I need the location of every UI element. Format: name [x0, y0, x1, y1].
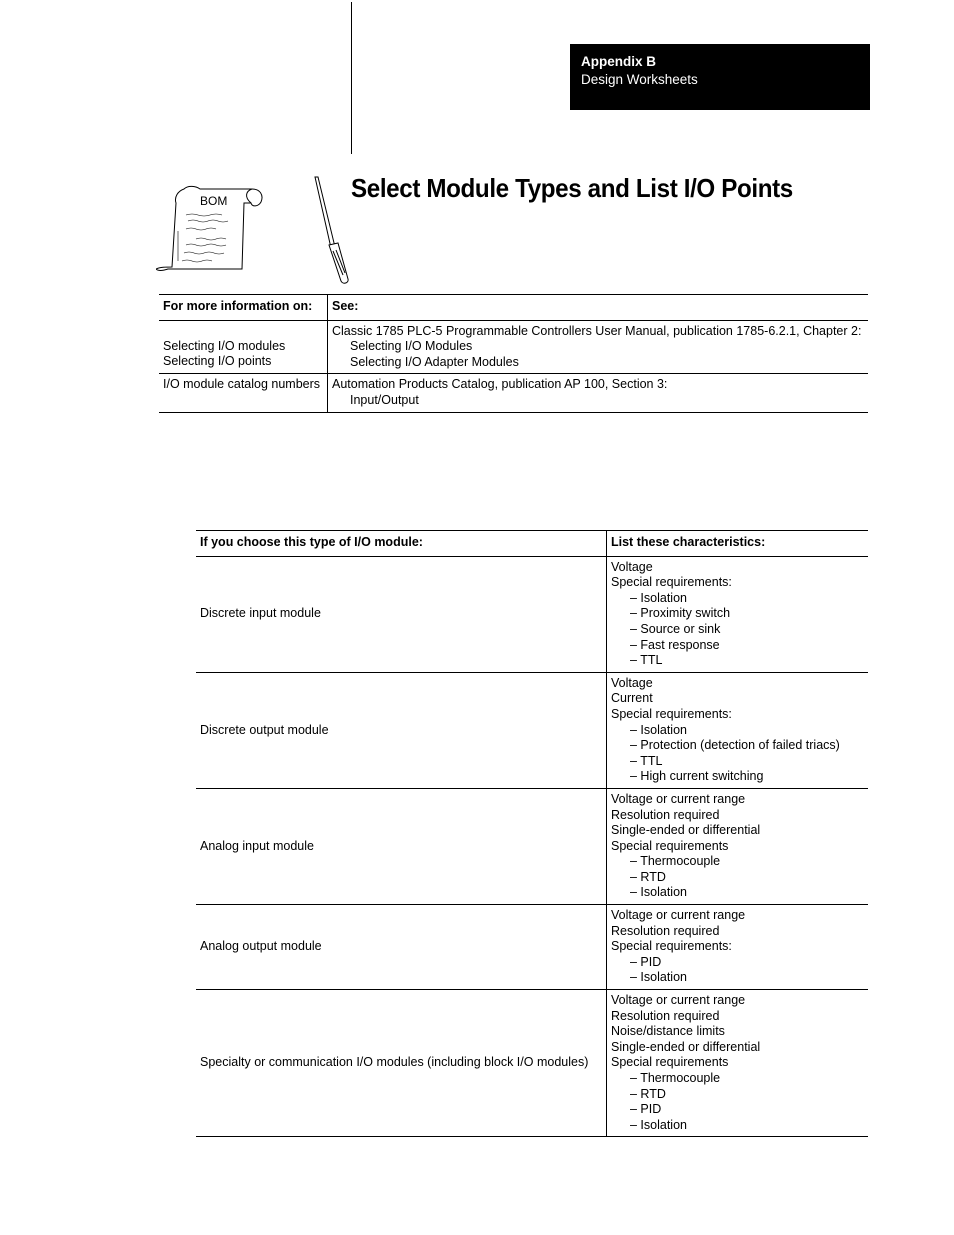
- table-row: [196, 905, 868, 990]
- topic-text: Selecting I/O modules: [163, 338, 286, 353]
- appendix-label: Appendix B: [581, 54, 657, 69]
- characteristics-cell: [607, 672, 869, 788]
- characteristics-cell: [607, 788, 869, 904]
- screwdriver-icon: [305, 175, 353, 287]
- characteristic-text: Special requirements:: [611, 706, 732, 721]
- characteristics-cell: [607, 990, 869, 1137]
- characteristic-text: Single-ended or differential: [611, 1039, 761, 1054]
- requirement-item: – PID: [630, 954, 662, 969]
- bom-scroll-icon: [156, 183, 268, 275]
- requirement-item: – Thermocouple: [630, 854, 721, 869]
- table-row: [196, 556, 868, 672]
- topic-cell: [159, 374, 328, 412]
- reference-cell: [328, 374, 869, 412]
- requirement-item: – Isolation: [630, 1117, 687, 1132]
- requirement-item: – RTD: [630, 869, 666, 884]
- requirement-item: – PID: [630, 1102, 662, 1117]
- topic-text: Selecting I/O points: [163, 354, 272, 369]
- vertical-rule: [351, 2, 352, 154]
- table-row: [196, 990, 868, 1137]
- characteristic-text: Voltage or current range: [611, 993, 746, 1008]
- table-row: [196, 788, 868, 904]
- module-type-cell: Analog input module: [196, 788, 607, 904]
- bom-label: BOM: [200, 194, 228, 208]
- more-info-table: [159, 294, 868, 413]
- characteristic-text: Resolution required: [611, 807, 720, 822]
- characteristic-text: Voltage or current range: [611, 791, 746, 806]
- requirement-item: – Proximity switch: [630, 606, 731, 621]
- column-header: See:: [328, 295, 869, 321]
- column-header: List these characteristics:: [607, 531, 869, 557]
- requirement-item: – Source or sink: [630, 621, 721, 636]
- topic-cell: [159, 320, 328, 374]
- characteristic-text: Voltage: [611, 559, 653, 574]
- reference-text: Automation Products Catalog, publication AP 100, Section 3:: [332, 377, 668, 392]
- requirement-item: – Isolation: [630, 722, 687, 737]
- module-type-cell: Discrete output module: [196, 672, 607, 788]
- characteristic-text: Special requirements:: [611, 939, 732, 954]
- characteristic-text: Resolution required: [611, 923, 720, 938]
- reference-text: Classic 1785 PLC-5 Programmable Controllers User Manual, publication 1785-6.2.1, Chapter 2:: [332, 323, 862, 338]
- page-title: Select Module Types and List I/O Points: [351, 173, 793, 203]
- reference-item: Selecting I/O Adapter Modules: [350, 354, 519, 369]
- characteristic-text: Voltage or current range: [611, 908, 746, 923]
- module-characteristics-table: [196, 530, 868, 1137]
- requirement-item: – TTL: [630, 653, 663, 668]
- requirement-item: – High current switching: [630, 769, 764, 784]
- characteristics-cell: [607, 556, 869, 672]
- table-row: [196, 672, 868, 788]
- characteristic-text: Single-ended or differential: [611, 823, 761, 838]
- requirement-item: – Thermocouple: [630, 1071, 721, 1085]
- characteristic-text: Resolution required: [611, 1008, 720, 1023]
- characteristic-text: Special requirements:: [611, 575, 732, 590]
- requirement-item: – Protection (detection of failed triacs): [630, 738, 840, 753]
- requirement-item: – Isolation: [630, 885, 687, 900]
- topic-text: I/O module catalog numbers: [163, 377, 321, 392]
- appendix-header: [570, 44, 870, 110]
- column-header: If you choose this type of I/O module:: [196, 531, 607, 557]
- module-type-cell: Discrete input module: [196, 556, 607, 672]
- table-row: [159, 320, 868, 374]
- characteristic-text: Voltage: [611, 675, 653, 690]
- requirement-item: – RTD: [630, 1086, 666, 1101]
- requirement-item: – TTL: [630, 753, 663, 768]
- reference-cell: [328, 320, 869, 374]
- characteristic-text: Noise/distance limits: [611, 1024, 725, 1039]
- module-type-cell: Analog output module: [196, 905, 607, 990]
- requirement-item: – Isolation: [630, 590, 687, 605]
- module-type-cell: Specialty or communication I/O modules (including block I/O modules): [196, 990, 607, 1137]
- characteristics-cell: [607, 905, 869, 990]
- characteristic-text: Special requirements: [611, 1055, 729, 1070]
- characteristic-text: Current: [611, 691, 653, 706]
- table-row: [159, 374, 868, 412]
- requirement-item: – Isolation: [630, 970, 687, 985]
- requirement-item: – Fast response: [630, 637, 720, 652]
- table-header-row: [159, 295, 868, 321]
- appendix-subtitle: Design Worksheets: [581, 72, 698, 87]
- reference-item: Input/Output: [350, 392, 419, 407]
- reference-item: Selecting I/O Modules: [350, 339, 473, 354]
- column-header: For more information on:: [159, 295, 328, 321]
- table-header-row: [196, 531, 868, 557]
- characteristic-text: Special requirements: [611, 838, 729, 853]
